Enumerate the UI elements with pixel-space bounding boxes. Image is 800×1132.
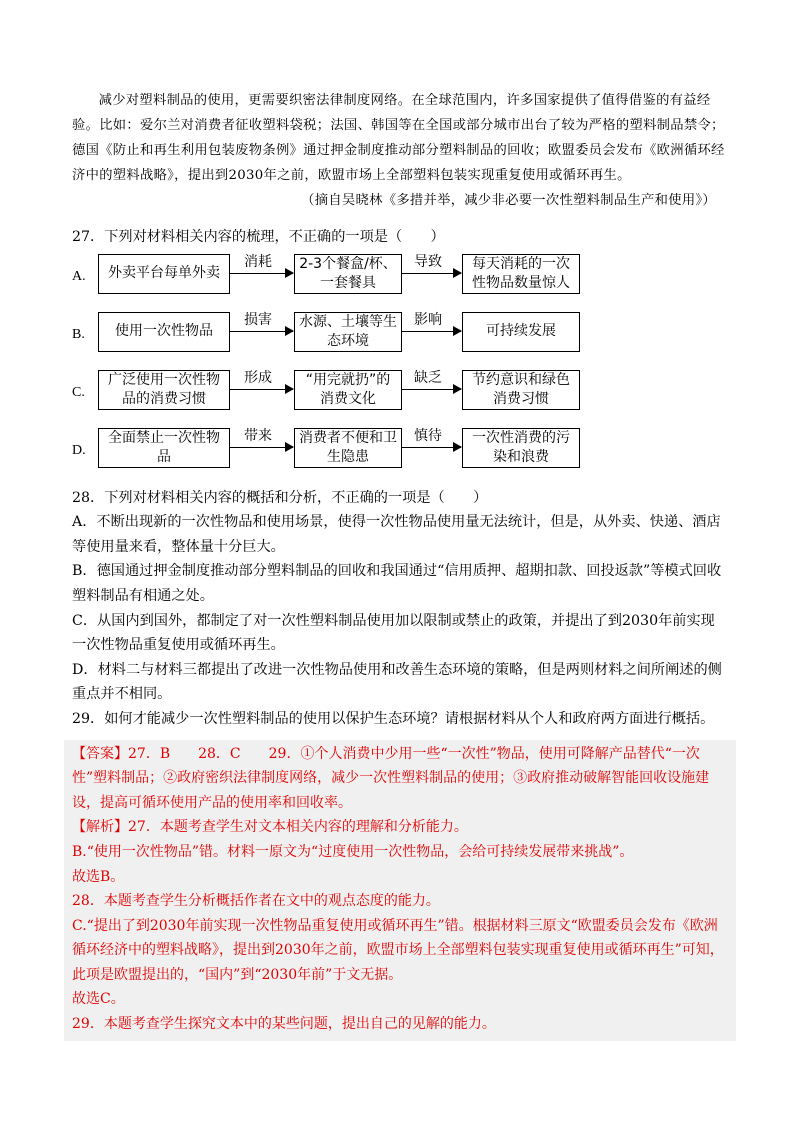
arrow-label-2: 慎待 xyxy=(414,427,442,444)
option-label: D. xyxy=(72,442,86,458)
q28-option-c: C．从国内到国外，都制定了对一次性塑料制品使用加以限制或禁止的政策，并提出了到2030年前实现一次性物品重复使用或循环再生。 xyxy=(72,612,715,654)
q28-option-d: D．材料二与材料三都提出了改进一次性物品使用和改善生态环境的策略，但是两则材料之间所阐述的侧重点并不相同。 xyxy=(72,661,722,703)
flow-box-2: 2-3个餐盒/杯、一套餐具 xyxy=(294,254,402,294)
answer-line: 【答案】27．B 28．C 29．①个人消费中少用一些“一次性”物品，使用可降解产品替代“一次性”塑料制品；②政府密织法律制度网络，减少一次性塑料制品的使用；③政府推动破解智能回收设施建设，提高可循环使用产品的使用率和回收率。 xyxy=(72,745,710,811)
right-arrow-icon xyxy=(402,447,461,448)
flow-box-2: 水源、土壤等生态环境 xyxy=(294,312,402,352)
right-arrow-icon xyxy=(230,331,293,332)
analysis-line: B.“使用一次性物品”错。材料一原文为“过度使用一次性物品，会给可持续发展带来挑战”。 xyxy=(72,843,634,860)
flow-box-3: 每天消耗的一次性物品数量惊人 xyxy=(462,254,580,294)
flow-box-3: 节约意识和绿色消费习惯 xyxy=(462,370,580,410)
q28-option-b: B．德国通过押金制度推动部分塑料制品的回收和我国通过“信用质押、超期扣款、回投返款”等模式回收塑料制品有相通之处。 xyxy=(72,563,722,604)
material-paragraph: 减少对塑料制品的使用，更需要织密法律制度网络。在全球范围内，许多国家提供了值得借鉴的有益经验。比如：爱尔兰对消费者征收塑料袋税；法国、韩国等在全国或部分城市出台了较为严格的塑料制品禁令；德国《防止和再生利用包装废物条例》通过押金制度推动部分塑料制品的回收；欧盟委员会发布《欧洲循环经济中的塑料战略》，提出到2030年之前，欧盟市场上全部塑料包装实现重复使用或循环再生。 xyxy=(72,93,725,183)
option-label: A. xyxy=(72,268,86,284)
flow-box-2: 消费者不便和卫生隐患 xyxy=(294,428,402,468)
document-page xyxy=(72,88,728,1041)
arrow-label-2: 缺乏 xyxy=(414,369,442,386)
material-passage xyxy=(72,88,728,213)
analysis-line: 28．本题考查学生分析概括作者在文中的观点态度的能力。 xyxy=(72,893,440,910)
q27-option-c xyxy=(72,370,728,416)
analysis-line: C.“提出了到2030年前实现一次性物品重复使用或循环再生”错。根据材料三原文“欧盟委员会发布《欧洲循环经济中的塑料战略》，提出到2030年之前，欧盟市场上全部塑料包装实现重复使用或循环再生”可知，此项是欧盟提出的，“国内”到“2030年前”于文无据。 xyxy=(72,917,724,983)
option-label: B. xyxy=(72,326,85,342)
right-arrow-icon xyxy=(230,447,293,448)
arrow-label-1: 消耗 xyxy=(244,253,272,270)
arrow-label-1: 带来 xyxy=(244,427,272,444)
right-arrow-icon xyxy=(402,389,461,390)
flow-box-1: 全面禁止一次性物品 xyxy=(98,428,230,468)
right-arrow-icon xyxy=(402,273,461,274)
option-label: C. xyxy=(72,384,85,400)
arrow-label-1: 损害 xyxy=(244,311,272,328)
right-arrow-icon xyxy=(230,273,293,274)
flow-box-1: 广泛使用一次性物品的消费习惯 xyxy=(98,370,230,410)
q28-option-a: A．不断出现新的一次性物品和使用场景，使得一次性物品使用量无法统计，但是，从外卖、快递、酒店等使用量来看，整体量十分巨大。 xyxy=(72,514,721,555)
flow-box-1: 外卖平台每单外卖 xyxy=(98,254,230,294)
analysis-line: 29．本题考查学生探究文本中的某些问题，提出自己的见解的能力。 xyxy=(72,1016,496,1033)
q27-option-a xyxy=(72,254,728,300)
question-29-stem: 29．如何才能减少一次性塑料制品的使用以保护生态环境？请根据材料从个人和政府两方面进行概括。 xyxy=(72,710,715,727)
analysis-line: 【解析】27．本题考查学生对文本相关内容的理解和分析能力。 xyxy=(72,819,468,836)
question-27-stem: 27．下列对材料相关内容的梳理，不正确的一项是（ ） xyxy=(72,229,445,245)
arrow-label-2: 影响 xyxy=(414,311,442,328)
flow-box-3: 可持续发展 xyxy=(462,312,580,352)
flow-box-2: “用完就扔”的消费文化 xyxy=(294,370,402,410)
question-28-stem: 28．下列对材料相关内容的概括和分析，不正确的一项是（ ） xyxy=(72,489,488,506)
right-arrow-icon xyxy=(230,389,293,390)
q27-option-d xyxy=(72,428,728,474)
flow-box-3: 一次性消费的污染和浪费 xyxy=(462,428,580,468)
analysis-line: 故选B。 xyxy=(72,868,125,885)
q27-option-b xyxy=(72,312,728,358)
material-source: （摘自吴晓林《多措并举，减少非必要一次性塑料制品生产和使用》） xyxy=(301,193,716,208)
arrow-label-2: 导致 xyxy=(414,253,442,270)
arrow-label-1: 形成 xyxy=(244,369,272,386)
flow-box-1: 使用一次性物品 xyxy=(98,312,230,352)
answer-section xyxy=(64,740,736,1041)
right-arrow-icon xyxy=(402,331,461,332)
analysis-line: 故选C。 xyxy=(72,991,125,1008)
